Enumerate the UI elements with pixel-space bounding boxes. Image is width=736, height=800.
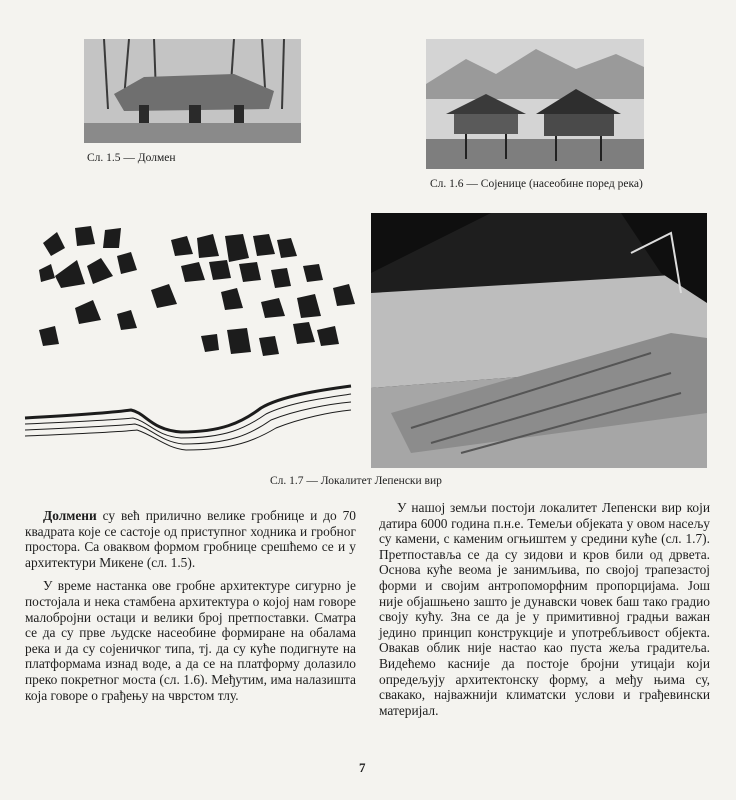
caption-fig-1-5: Сл. 1.5 — Долмен: [87, 152, 176, 164]
dolmen-photo: [84, 39, 301, 143]
pile-dwellings-drawing: [426, 39, 644, 169]
paragraph-dwellings: У време настанка ове гробне архитектуре сигурно је постојала и нека стамбена архитектура о којој нам говоре малобројни остаци и велики број претпоставки. Сматра се да су прве људске насеобине формиране на обалама река и да су сојеничког типа, тј. да су куће подигнуте на платформама изнад воде, а да се на платформу долазило преко покретног моста (сл. 1.6). Међутим, има налазишта која говоре о грађењу на чврстом тлу.: [25, 578, 356, 703]
term-dolmens: Долмени: [43, 508, 97, 523]
right-text-column: [379, 500, 710, 726]
paragraph-dolmens-text: су већ прилично велике гробнице и до 70 квадрата које се састоје од приступног ходника и гробног простора. Са оваквом формом гробнице срешћемо се и у архитектури Микене (сл. 1.5).: [25, 508, 356, 570]
caption-fig-1-7: Сл. 1.7 — Локалитет Лепенски вир: [270, 475, 442, 487]
paragraph-lepenski-vir: У нашој земљи постоји локалитет Лепенски вир који датира 6000 година п.н.е. Темељи објеката у овом насељу су камени, с каменим огњиштем у средини куће (сл. 1.7). Претпоставља се да су зидови и кров били од дрвета. Основа куће веома је занимљива, по својој трапезастој форми и својим антропоморфним пропорцијама. Још није објашњено зашто је дунавски човек баш тако градио своју кућу. Зна се да је у примитивној градњи важан једино принцип конструкције и употребљивост објекта. Овакав облик није настао као пуста жеља градитеља. Видећемо касније да постоје бројни утицаји који опредељују архитектонску форму, а међу њима су, свакако, најважнији климатски услови и грађевински материјал.: [379, 500, 710, 718]
lepenski-vir-site-photo: [371, 213, 707, 468]
page-number: 7: [359, 760, 366, 775]
lepenski-vir-site-plan: [21, 218, 364, 468]
caption-fig-1-6: Сл. 1.6 — Сојенице (насеобине поред река): [430, 178, 643, 190]
paragraph-dolmens: [25, 508, 356, 570]
left-text-column: [25, 508, 356, 711]
